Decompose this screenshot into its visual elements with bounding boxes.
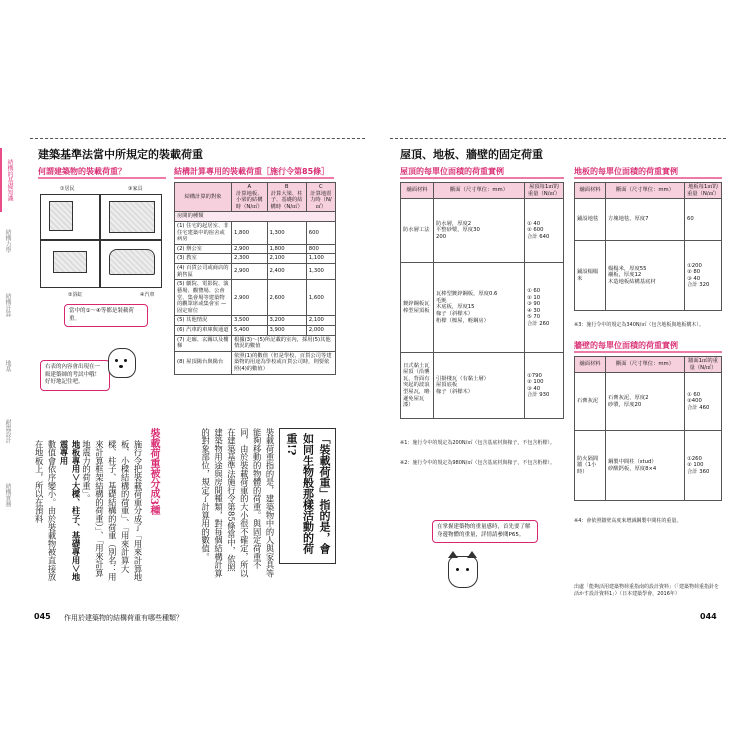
left-subtitle-rule	[38, 177, 166, 179]
left-subtitle-table: 結構計算專用的裝載荷重［施行令第85條］	[174, 167, 330, 176]
wall-title: 牆壁的每單位面積的荷重實例	[574, 341, 678, 350]
roof-table	[400, 182, 564, 419]
illus-people	[49, 201, 73, 231]
table-row: 防火隔間牆（1小時） 鋼製中間柱（stud） 矽酸鈣板，厚度8×4 ①260 ② 100 合計 360	[575, 431, 722, 501]
left-top-rule	[30, 138, 365, 139]
floor-col-material: 舖面材料	[575, 183, 606, 199]
tab-structure-basics[interactable]: 結構的基礎知識	[0, 148, 14, 212]
wall-table	[574, 356, 722, 501]
table-row: 日式黏土瓦屋頂（沿襲瓦，背面有突起的波浪型屋瓦，略遜免屋瓦漆） 引掛棧瓦（有黏土層） 屋頂底板 椽子（斜樑木） ①790 ② 100 ③ 40 合計 930	[401, 353, 564, 419]
table-row: 鋪設地毯 方塊地毯，厚度7 60	[575, 199, 722, 241]
roof-note-1: ※1：施行令中的規定為200N/㎡（包含基底材與椽子，不包含桁樑）。	[400, 440, 555, 446]
body-split-text: 施行令把裝載荷重分成了「用來計算地板、小樑結構的荷重」、「用來計算大樑、柱子、基礎結構的荷重（別名：用來計算框架結構的荷重）」、「用來計算地震力的荷重」。	[81, 440, 143, 582]
sidebar-tabs	[0, 148, 14, 608]
floor-title-rule	[574, 177, 722, 179]
right-page-number: 044	[700, 612, 717, 621]
left-subtitle-table-rule	[174, 177, 334, 179]
left-page-caption: 作用於建築物的結構荷重有哪些種類？	[64, 614, 183, 622]
cat-mascot-icon	[448, 556, 478, 588]
left-tip-bubble: 右表的內容會出現在一級建築師的考試中哦！好好地記住吧。	[40, 360, 110, 391]
wall-title-rule	[574, 351, 722, 353]
label-bathtub: ②浴缸	[68, 292, 83, 298]
floor-col-section: 斷面（尺寸單位：mm）	[606, 183, 685, 199]
table-row: 鍍鋅鋼板瓦棒型屋頂板 瓦棒型鍍鋅鋼板，厚度0.6 毛氈 木底板，厚度15 椽子（斜樑木） 桁樑（檩屋，輕鋼房） ① 60 ② 10 ③ 90 ④ 30 ⑤ 70 合計 260	[401, 263, 564, 353]
right-section-title: 屋頂、地板、牆壁的固定荷重	[400, 148, 543, 161]
table-row: 鋪設榻榻米 榻榻米，厚度55 襯板，厚度12 木造地板結構基底材 ①200 ② 80 ③ 40 合計 320	[575, 241, 722, 311]
right-tip-bubble: 在掌握建築物的重量感時，首先要了解身邊物體的重量，詳情請參閱P65。	[432, 520, 538, 543]
table-row-head: 房間的種類	[175, 212, 336, 222]
tab-structural-calculation[interactable]: 結構計算	[4, 293, 11, 317]
left-section-title: 建築基準法當中所規定的裝載荷重	[38, 148, 203, 161]
wall-note: ※4：會依照牆壁高度來增減鋼製中間柱的重量。	[574, 518, 682, 524]
label-car: ④汽車	[140, 292, 155, 298]
table-col-b: B 計算大梁、柱子、基礎的結構時（N/㎡）	[267, 183, 306, 212]
body-bold-order: 地板專用＞大樑、柱子、基礎專用＞地震專用	[59, 440, 81, 582]
dog-mascot-icon	[108, 348, 136, 378]
illus-car	[109, 249, 155, 275]
table-row: (3) 教室 2,300 2,100 1,100	[175, 254, 336, 264]
body-tail-text: 數值會依序變小。由於裝載物被直接放在地板上，所以在預料	[34, 440, 57, 582]
quote-box: 「裝載荷重」指的是，會如同生物般那樣活動的荷重!?	[279, 428, 337, 564]
body-main-text: 裝載荷重指的是，建築物中的人與家具等能夠移動的物體的荷重。與固定荷重不同，由於裝載荷重的大小很不確定，所以在建築基準法施行令第85條當中，依照建築物用途與房間種類，對每個結構計算的對象部位，規定了計算用的數值。	[200, 428, 275, 578]
floor-title: 地板的每單位面積的荷重實例	[574, 167, 678, 176]
live-load-table	[174, 182, 336, 375]
floor-col-weight: 地板每1㎡的重量（N/㎡）	[685, 183, 722, 199]
wall-col-section: 斷面（尺寸單位：mm）	[606, 357, 685, 373]
left-subtitle-load: 何謂建築物的裝載荷重？	[38, 167, 126, 176]
tab-seismic-design[interactable]: 耐震設計	[4, 419, 11, 443]
table-row: (8) 屋頂陽台與陽台 依照(1)的數值（但是學校、百貨公司等建築物的用途為學校或百貨公司時，則要依照(4)的數值）	[175, 351, 336, 374]
tab-structural-practice[interactable]: 結構實務	[4, 483, 11, 507]
illus-caption: 當中的①～④等都是裝載荷重。	[64, 304, 148, 327]
table-col-a: A 計算地板、小梁的結構時（N/㎡）	[232, 183, 268, 212]
wall-col-material: 舖面材料	[575, 357, 606, 373]
roof-title: 屋頂的每單位面積的荷重實例	[400, 167, 504, 176]
label-residents: ①居民	[60, 186, 75, 192]
table-row: 石膏灰泥 石膏灰泥，厚度2 砂漿，厚度20 ① 60 ②400 合計 460	[575, 373, 722, 431]
left-page-number: 045	[34, 612, 51, 621]
roof-title-rule	[400, 177, 564, 179]
table-row: (5) 劇院、電影院、演藝場、觀覽場、公會堂、集會場等建築物的觀眾席或集會室 — 固定席位 2,900 2,600 1,600	[175, 280, 336, 316]
table-row: (1) 住宅的起居室、非住宅建築中的宿舍或病房 1,800 1,300 600	[175, 222, 336, 245]
illus-furniture-shelf	[109, 201, 155, 233]
building-illustration	[40, 194, 162, 288]
roof-col-weight: 屋頂每1㎡的重量（N/㎡）	[525, 183, 564, 199]
illus-bathtub	[53, 251, 87, 273]
table-row: (5) 其他情況 3,500 3,200 2,100	[175, 316, 336, 326]
table-row: (4) 百貨公司或商店的銷售區 2,900 2,400 1,300	[175, 264, 336, 280]
roof-col-material: 舖面材料	[401, 183, 434, 199]
roof-note-2: ※2：施行令中的規定為980N/㎡（包含基底材與椽子，不包含桁樑）。	[400, 460, 555, 466]
table-row: (6) 汽車的車庫與通道 5,400 3,900 2,000	[175, 325, 336, 335]
table-header-object: 結構計算的對象	[175, 183, 232, 212]
table-col-c: C 計算地震力時（N/㎡）	[306, 183, 335, 212]
wall-col-weight: 牆面1㎡的重量（N/㎡）	[685, 357, 722, 373]
label-furniture: ③家具	[128, 186, 143, 192]
right-top-rule	[390, 138, 726, 139]
source-note: 出處「能夠活用建築物荷重指南的設計資料」（「建築物荷重指針を活かす設計資料1」）（日本建築學會，2016年）	[574, 584, 720, 597]
tab-foundation[interactable]: 地基	[4, 360, 11, 372]
table-row: (7) 走廊、玄關以及樓梯 根據(3)～(5)所記載的室內，採用(5)其他情況的數值	[175, 335, 336, 351]
table-row: (2) 辦公室 2,900 1,800 800	[175, 244, 336, 254]
floor-table	[574, 182, 722, 311]
floor-note: ※3：施行令中的規定為340N/㎡（包含地板與地板構木）。	[574, 322, 704, 328]
heading-three-types: 裝載荷重被分成3種	[148, 428, 159, 515]
roof-col-section: 斷面（尺寸單位：mm）	[434, 183, 525, 199]
table-row: 防水層工法 防水層，厚度2 平整砂漿，厚度30 200 ① 40 ② 600 合計 640	[401, 199, 564, 263]
tab-structural-mechanics[interactable]: 結構力學	[4, 229, 11, 253]
